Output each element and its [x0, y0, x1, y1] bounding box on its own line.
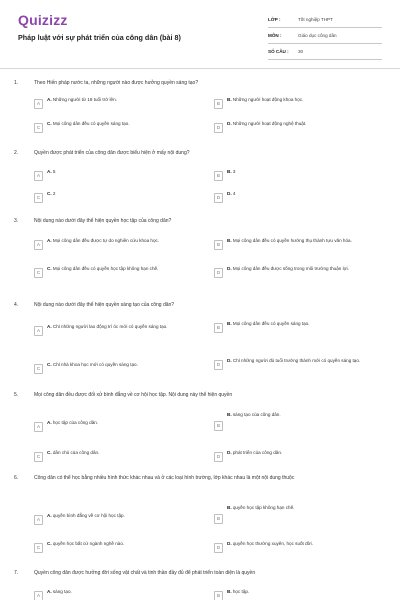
option-letter-box: D: [214, 193, 223, 203]
question-text: Quyền công dân được hưởng đời sống vật chất và tinh thần đầy đủ để phát triển toàn diện là quyền: [34, 570, 256, 576]
option-text: Những người hoạt động khoa học.: [232, 97, 304, 102]
option-letter-box: C: [34, 123, 43, 133]
question-number: 5.: [14, 392, 19, 398]
option-text: 4: [232, 191, 236, 196]
option-letter-box: B: [214, 171, 223, 181]
option-letter-box: D: [214, 268, 223, 278]
question-text: Mọi công dân đều được đối xử bình đẳng về cơ hội học tập. Nội dung này thể hiện quyền: [34, 392, 233, 398]
option-letter-box: D: [214, 543, 223, 553]
option-letter-box: B: [214, 99, 223, 109]
option-letter-box: A: [34, 326, 43, 336]
option-text: Chỉ những người lao động trí óc mới có quyền sáng tạo.: [52, 324, 168, 329]
option-letter-box: A: [34, 240, 43, 250]
question-text: Công dân có thể học bằng nhiều hình thức khác nhau và ở các loại hình trường, lớp khác nhau là một nội dung thuộc: [34, 475, 295, 481]
meta-info: [268, 12, 382, 60]
option-text: Mọi công dân đều có quyền học tập không hạn chế.: [52, 266, 159, 271]
meta-label: SỐ CÂU :: [268, 49, 289, 54]
option-letter-box: B: [214, 323, 223, 333]
option-text: 5: [52, 169, 56, 174]
option-text: quyền bình đẳng về cơ hội học tập.: [52, 513, 125, 518]
option-text: Mọi công dân đều có quyền hưởng thụ thành tựu văn hóa.: [232, 238, 352, 243]
option-text: sáng tạo của công dân.: [232, 412, 281, 417]
option-letter-box: B: [214, 421, 223, 431]
question-text: Quyền được phát triển của công dân được biểu hiện ở mấy nội dung?: [34, 150, 190, 156]
quizizz-logo: Quizizz: [18, 12, 68, 28]
meta-row-subject: [268, 28, 382, 44]
option-letter-box: C: [34, 193, 43, 203]
option-letter-box: D: [214, 123, 223, 133]
question-number: 2.: [14, 150, 19, 156]
option-text: Chỉ những người đủ tuổi trưởng thành mới có quyền sáng tạo.: [232, 358, 361, 363]
question-text: Theo Hiến pháp nước ta, những người nào được hưởng quyền sáng tạo?: [34, 80, 199, 86]
option-letter-box: C: [34, 452, 43, 462]
option-text: 2: [52, 191, 56, 196]
option-text: quyền học thường xuyên, học suốt đời.: [232, 541, 313, 546]
option-letter-box: A: [34, 99, 43, 109]
question-number: 3.: [14, 218, 19, 224]
question-text: Nội dung nào dưới đây thể hiện quyền học tập của công dân?: [34, 218, 172, 224]
option-text: sáng tạo.: [52, 589, 72, 594]
option-text: Những người hoạt động nghệ thuật.: [232, 121, 307, 126]
option-letter-box: C: [34, 543, 43, 553]
worksheet-title: Pháp luật với sự phát triển của công dân (bài 8): [18, 33, 181, 42]
option-letter-box: C: [34, 364, 43, 374]
option-letter-box: B: [214, 240, 223, 250]
question-number: 4.: [14, 302, 19, 308]
option-text: học tập.: [232, 589, 250, 594]
option-text: Những người từ 18 tuổi trở lên.: [52, 97, 117, 102]
option-text: dân chủ của công dân.: [52, 450, 100, 455]
option-letter-box: C: [34, 268, 43, 278]
option-letter-box: A: [34, 515, 43, 525]
option-text: quyền học bất cứ ngành nghề nào.: [52, 541, 125, 546]
option-text: quyền học tập không hạn chế.: [232, 505, 295, 510]
question-number: 1.: [14, 80, 19, 86]
option-letter-box: B: [214, 591, 223, 600]
meta-row-count: [268, 44, 382, 60]
meta-label: LỚP :: [268, 17, 281, 22]
option-text: 3: [232, 169, 236, 174]
option-text: học tập của công dân.: [52, 420, 99, 425]
option-letter-box: B: [214, 514, 223, 524]
question-number: 7.: [14, 570, 19, 576]
option-text: Mọi công dân đều có quyền sáng tạo.: [52, 121, 130, 126]
option-text: phát triển của công dân.: [232, 450, 283, 455]
meta-value: Giáo dục công dân: [298, 33, 337, 38]
option-text: Mọi công dân đều được sống trong môi trường thuận lợi.: [232, 266, 349, 271]
meta-row-class: [268, 12, 382, 28]
meta-label: MÔN :: [268, 33, 282, 38]
option-text: Mọi công dân đều có quyền sáng tạo.: [232, 321, 310, 326]
option-text: Mọi công dân đều được tự do nghiên cứu khoa học.: [52, 238, 160, 243]
header-divider: [0, 68, 400, 69]
header: [0, 0, 400, 62]
meta-value: Tốt nghiệp THPT: [298, 17, 333, 22]
option-letter-box: A: [34, 171, 43, 181]
worksheet-page: Quizizz Pháp luật với sự phát triển của công dân (bài 8) LỚP : Tốt nghiệp THPT MÔN : Giáo dục công dân SỐ CÂU : 30 1. Theo Hiến pháp nước ta, những người nào được hưởng quyền sáng tạo? A A. Những người từ 18 tuổi trở lên. B B. Những người hoạt động khoa học. C C. Mọi công dân đều có quyền sáng tạo. D D. Những người hoạt động nghệ thuật. 2. Quyền được phát triển của công dân được biểu hiện ở mấy nội dung? A A. 5 B B. 3 C C. 2 D D. 4 3. Nội dung nào dưới đây thể hiện quyền học tập của công dân? A A. Mọi công dân đều được tự do nghiên cứu khoa học. B B. Mọi công dân đều có quyền hưởng thụ thành tựu văn hóa. C C. Mọi công dân đều có quyền học tập không hạn chế. D D. Mọi công dân đều được sống trong môi trường thuận lợi. 4. Nội dung nào dưới đây thể hiện quyền sáng tạo của công dân? A A. Chỉ những người lao động trí óc mới có quyền sáng tạo. B B. Mọi công dân đều có quyền sáng tạo. C C. Chỉ nhà khoa học mới có quyền sáng tạo. D D. Chỉ những người đủ tuổi trưởng thành mới có quyền sáng tạo. 5. Mọi công dân đều được đối xử bình đẳng về cơ hội học tập. Nội dung này thể hiện quyền A A. học tập của công dân. B B. sáng tạo của công dân. C C. dân chủ của công dân. D D. phát triển của công dân. 6. Công dân có thể học bằng nhiều hình thức khác nhau và ở các loại hình trường, lớp khác nhau là một nội dung thuộc A A. quyền bình đẳng về cơ hội học tập. B B. quyền học tập không hạn chế. C C. quyền học bất cứ ngành nghề nào. D D. quyền học thường xuyên, học suốt đời. 7. Quyền công dân được hưởng đời sống vật chất và tinh thần đầy đủ để phát triển toàn diện là quyền A A. sáng tạo. B B. học tập.: [0, 0, 400, 600]
meta-value: 30: [298, 49, 304, 54]
option-letter-box: A: [34, 422, 43, 432]
option-letter-box: D: [214, 452, 223, 462]
option-letter-box: D: [214, 360, 223, 370]
option-letter-box: A: [34, 591, 43, 600]
question-text: Nội dung nào dưới đây thể hiện quyền sáng tạo của công dân?: [34, 302, 175, 308]
option-text: Chỉ nhà khoa học mới có quyền sáng tạo.: [52, 362, 138, 367]
question-number: 6.: [14, 475, 19, 481]
